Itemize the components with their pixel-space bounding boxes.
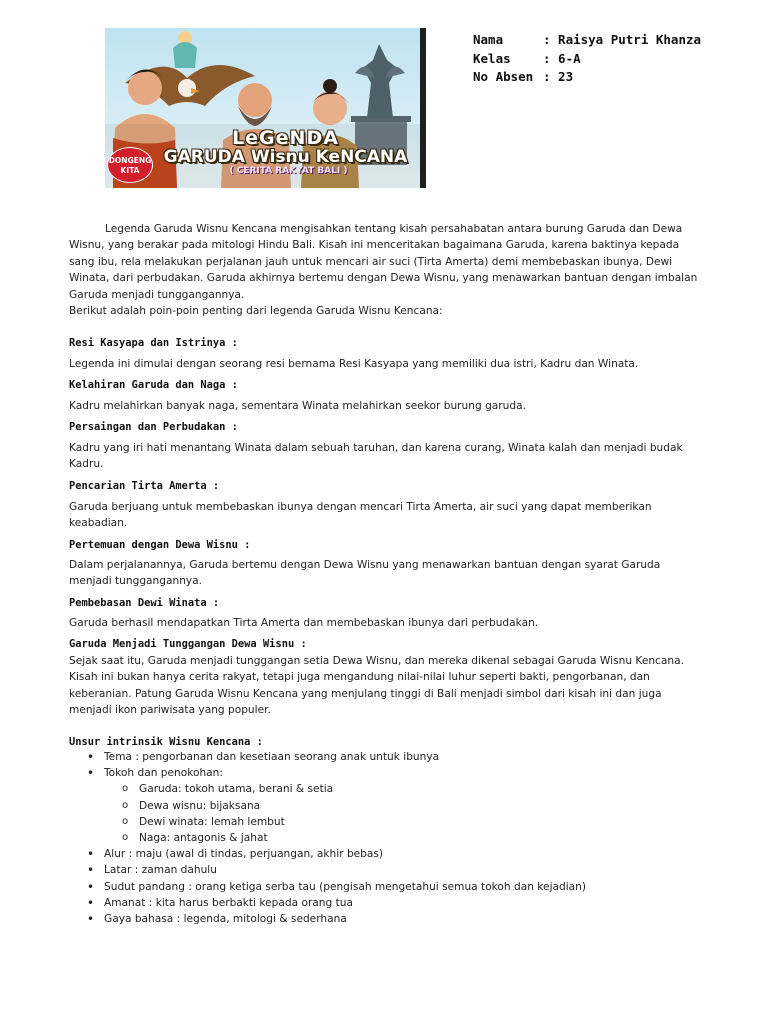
section-heading: Resi Kasyapa dan Istrinya :	[69, 337, 238, 349]
banner-subtitle: ( CERITA RAKYAT BALI )	[229, 166, 348, 176]
intrinsic-list	[69, 749, 709, 927]
character-list	[104, 781, 709, 846]
section-heading: Pembebasan Dewi Winata :	[69, 597, 220, 609]
identity-value: : Raisya Putri Khanza	[543, 32, 702, 47]
list-item-gaya-bahasa: • Gaya bahasa : legenda, mitologi & sederhana	[69, 911, 709, 927]
section-text: Garuda berhasil mendapatkan Tirta Amerta dan membebaskan ibunya dari perbudakan.	[69, 617, 539, 629]
character-item: o Garuda: tokoh utama, berani & setia	[104, 781, 709, 797]
banner-title-line2: GARUDA Wisnu KeNCANA	[163, 147, 408, 167]
banner-title-line1: LeGeNDA	[232, 127, 339, 149]
character-list-wrap	[69, 781, 709, 846]
intrinsic-heading: Unsur intrinsik Wisnu Kencana :	[69, 736, 263, 748]
section-text: Legenda ini dimulai dengan seorang resi bernama Resi Kasyapa yang memiliki dua istri, Kadru dan Winata.	[69, 358, 639, 370]
character-item: o Dewi winata: lemah lembut	[104, 814, 709, 830]
section-heading: Pencarian Tirta Amerta :	[69, 480, 220, 492]
student-identity	[473, 31, 701, 87]
identity-key: No Absen	[473, 69, 534, 84]
identity-value: : 6-A	[543, 50, 581, 66]
channel-badge	[107, 147, 153, 183]
list-item-sudut-pandang: • Sudut pandang : orang ketiga serba tau (pengisah mengetahui semua tokoh dan kejadian)	[69, 879, 709, 895]
list-item-tokoh: • Tokoh dan penokohan:	[69, 765, 709, 781]
intro-lead: Berikut adalah poin-poin penting dari legenda Garuda Wisnu Kencana:	[69, 305, 443, 317]
character-item: o Naga: antagonis & jahat	[104, 830, 709, 846]
section-heading: Kelahiran Garuda dan Naga :	[69, 379, 238, 391]
list-item-tema: • Tema : pengorbanan dan kesetiaan seorang anak untuk ibunya	[69, 749, 709, 765]
section-text: Kadru melahirkan banyak naga, sementara Winata melahirkan seekor burung garuda.	[69, 400, 526, 412]
list-item-amanat: • Amanat : kita harus berbakti kepada orang tua	[69, 895, 709, 911]
list-item-latar: • Latar : zaman dahulu	[69, 862, 709, 878]
identity-value: : 23	[543, 69, 574, 84]
section-heading: Garuda Menjadi Tunggangan Dewa Wisnu :	[69, 638, 307, 650]
section-heading: Persaingan dan Perbudakan :	[69, 421, 238, 433]
section-text: Garuda berjuang untuk membebaskan ibunya dengan mencari Tirta Amerta, air suci yang dapat memberikan keabadian.	[69, 501, 652, 530]
badge-line2: KITA	[120, 166, 140, 175]
identity-row-class	[473, 50, 701, 69]
section-text: Kadru yang iri hati menantang Winata dalam sebuah taruhan, dan karena curang, Winata kalah dan menjadi budak Kadru.	[69, 442, 683, 471]
badge-line1: DONGENG	[108, 156, 152, 165]
identity-key: Kelas	[473, 50, 511, 66]
cover-illustration	[105, 28, 426, 188]
identity-key: Nama	[473, 32, 504, 47]
section-text: Sejak saat itu, Garuda menjadi tunggangan setia Dewa Wisnu, dan mereka dikenal sebagai Garuda Wisnu Kencana. Kisah ini bukan hanya cerita rakyat, tetapi juga mengandung nilai-nilai luhur seperti bakti, pengorbanan, dan keberanian. Patung Garuda Wisnu Kencana yang menjulang tinggi di Bali menjadi simbol dari kisah ini dan juga menjadi ikon pariwisata yang populer.	[69, 655, 684, 717]
list-item-alur: • Alur : maju (awal di tindas, perjuangan, akhir bebas)	[69, 846, 709, 862]
character-item: o Dewa wisnu: bijaksana	[104, 798, 709, 814]
identity-row-number	[473, 68, 701, 87]
section-heading: Pertemuan dengan Dewa Wisnu :	[69, 539, 251, 551]
identity-row-name	[473, 31, 701, 50]
intro-paragraph: Legenda Garuda Wisnu Kencana mengisahkan tentang kisah persahabatan antara burung Garuda dan Dewa Wisnu, yang berakar pada mitologi Hindu Bali. Kisah ini menceritakan bagaimana Garuda, karena baktinya kepada sang ibu, rela melakukan perjalanan jauh untuk mencari air suci (Tirta Amerta) demi membebaskan ibunya, Dewi Winata, dari perbudakan. Garuda akhirnya bertemu dengan Dewa Wisnu, yang menawarkan bantuan dengan imbalan Garuda menjadi tunggangannya.	[69, 223, 698, 301]
section-text: Dalam perjalanannya, Garuda bertemu dengan Dewa Wisnu yang menawarkan bantuan dengan syarat Garuda menjadi tunggangannya.	[69, 559, 661, 588]
